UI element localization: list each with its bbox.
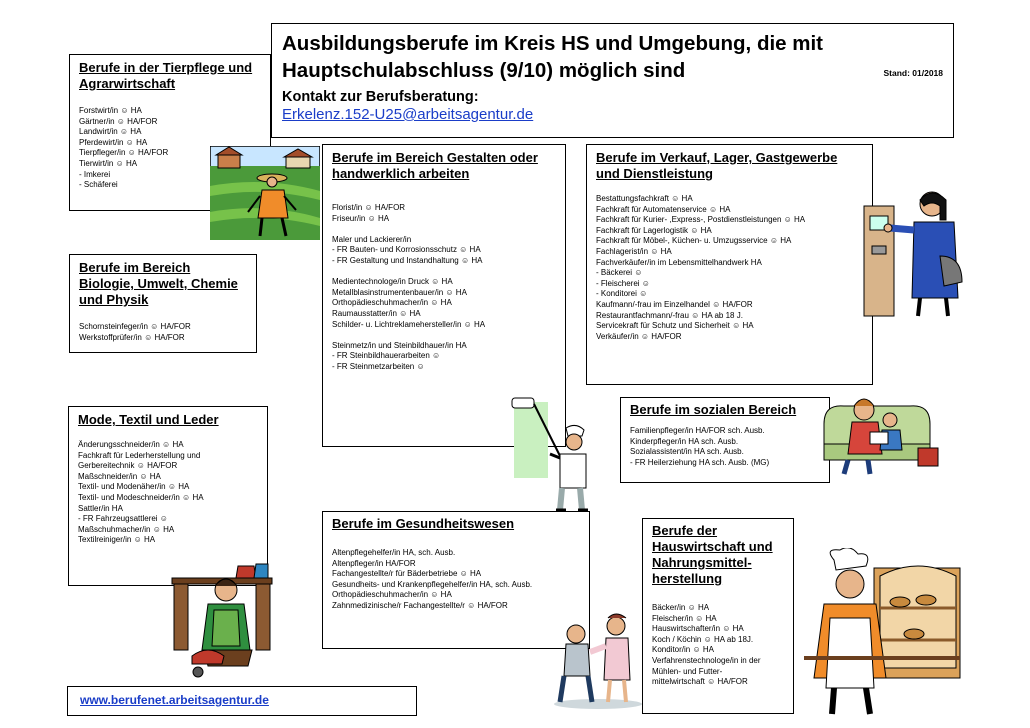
section-title: Berufe der Hauswirtschaft und Nahrungsmittel-herstellung <box>652 523 773 586</box>
list-item: Orthopädieschuhmacher/in ☺ HA <box>332 298 452 308</box>
job-list <box>79 322 247 343</box>
list-item: - Imkerei <box>79 169 111 179</box>
list-item: - FR Gestaltung und Instandhaltung ☺ HA <box>332 255 483 265</box>
list-item: Fachkraft für Möbel-, Küchen- u. Umzugsservice ☺ HA <box>596 236 792 246</box>
list-item: Gärtner/in ☺ HA/FOR <box>79 116 158 126</box>
section-title: Berufe im Bereich Gestalten oder handwerklich arbeiten <box>332 150 538 181</box>
section-title: Berufe im Verkauf, Lager, Gastgewerbe und Dienstleistung <box>596 150 838 181</box>
page-title: Ausbildungsberufe im Kreis HS und Umgebung, die mit Hauptschulabschluss (9/10) möglich sind <box>282 32 824 82</box>
list-item: Kaufmann/-frau im Einzelhandel ☺ HA/FOR <box>596 299 753 309</box>
footer-link-box <box>67 686 417 716</box>
list-item: Orthopädieschuhmacher/in ☺ HA <box>332 590 452 600</box>
nurse-illustration <box>550 610 646 710</box>
list-item: Altenpfleger/in HA/FOR <box>332 558 416 568</box>
list-item: Fachlagerist/in ☺ HA <box>596 246 672 256</box>
list-item: - Konditorei ☺ <box>596 289 648 299</box>
section-title: Berufe im sozialen Bereich <box>630 402 797 417</box>
job-list <box>332 203 556 373</box>
list-item: Fachangestellte/r für Bäderbetriebe ☺ HA <box>332 569 482 579</box>
list-item: Schilder- u. Lichtreklamehersteller/in ☺ HA <box>332 319 486 329</box>
contact-email-link[interactable]: Erkelenz.152-U25@arbeitsagentur.de <box>282 106 534 123</box>
list-item: Forstwirt/in ☺ HA <box>79 106 142 115</box>
list-item: Maßschuhmacher/in ☺ HA <box>78 524 175 534</box>
list-gap <box>332 224 556 235</box>
list-item: Steinmetz/in und Steinbildhauer/in HA <box>332 340 467 350</box>
list-item: mittelwirtschaft ☺ HA/FOR <box>652 677 748 687</box>
list-item: Textil- und Modenäher/in ☺ HA <box>78 482 190 492</box>
contact-label: Kontakt zur Berufsberatung: <box>282 89 479 105</box>
list-item: - Fleischerei ☺ <box>596 278 650 288</box>
list-item: Änderungsschneider/in ☺ HA <box>78 440 184 449</box>
list-item: Altenpflegehelfer/in HA, sch. Ausb. <box>332 548 456 557</box>
job-list <box>332 548 580 612</box>
list-item: Verfahrenstechnologe/in in der <box>652 655 761 665</box>
list-item: - FR Bauten- und Korrosionsschutz ☺ HA <box>332 245 481 255</box>
section-title: Mode, Textil und Leder <box>78 412 219 427</box>
section-title: Berufe in der Tierpflege und Agrarwirtschaft <box>79 60 253 91</box>
berufenet-link[interactable]: www.berufenet.arbeitsagentur.de <box>80 693 269 707</box>
list-item: Werkstoffprüfer/in ☺ HA/FOR <box>79 332 185 342</box>
farmer-illustration <box>210 146 320 240</box>
list-item: Restaurantfachmann/-frau ☺ HA ab 18 J. <box>596 310 743 320</box>
job-list <box>596 194 863 342</box>
shoemaker-illustration <box>168 560 278 680</box>
list-item: Raumausstatter/in ☺ HA <box>332 308 421 318</box>
list-item: Pferdewirt/in ☺ HA <box>79 137 148 147</box>
list-item: Bestattungsfachkraft ☺ HA <box>596 194 693 203</box>
job-list <box>78 440 258 546</box>
list-item: - FR Steinbildhauerarbeiten ☺ <box>332 351 441 361</box>
list-item: Textil- und Modeschneider/in ☺ HA <box>78 492 204 502</box>
list-item: Fachkraft für Kurier- ,Express-, Postdienstleistungen ☺ HA <box>596 215 806 225</box>
list-item: - FR Fahrzeugsattlerei ☺ <box>78 514 168 524</box>
list-item: Metallblasinstrumentenbauer/in ☺ HA <box>332 287 467 297</box>
list-item: Bäcker/in ☺ HA <box>652 603 710 612</box>
family-reading-illustration <box>818 384 942 476</box>
list-item: Fachkraft für Lagerlogistik ☺ HA <box>596 225 712 235</box>
list-item: Maler und Lackierer/in <box>332 234 412 244</box>
list-item: - Schäferei <box>79 180 118 190</box>
list-item: Fachkraft für Lederherstellung und <box>78 450 201 460</box>
list-item: Schornsteinfeger/in ☺ HA/FOR <box>79 322 191 331</box>
ticket-machine-illustration <box>862 186 970 318</box>
list-item: - FR Heilerziehung HA sch. Ausb. (MG) <box>630 457 770 467</box>
list-item: Koch / Köchin ☺ HA ab 18J. <box>652 634 754 644</box>
section-biologie <box>69 254 257 353</box>
list-item: Servicekraft für Schutz und Sicherheit ☺ HA <box>596 321 754 331</box>
painter-illustration <box>510 396 590 514</box>
list-item: Florist/in ☺ HA/FOR <box>332 203 406 212</box>
list-item: Maßschneider/in ☺ HA <box>78 471 161 481</box>
list-gap <box>332 267 556 278</box>
list-item: Sattler/in HA <box>78 503 123 513</box>
job-list <box>630 426 820 468</box>
section-verkauf <box>586 144 873 385</box>
list-item: Familienpfleger/in HA/FOR sch. Ausb. <box>630 426 765 435</box>
list-item: Fleischer/in ☺ HA <box>652 613 717 623</box>
list-item: Gerbereitechnik ☺ HA/FOR <box>78 461 178 471</box>
list-item: - FR Steinmetzarbeiten ☺ <box>332 361 425 371</box>
list-item: Tierwirt/in ☺ HA <box>79 158 138 168</box>
list-item: Hauswirtschafter/in ☺ HA <box>652 624 744 634</box>
list-item: Konditor/in ☺ HA <box>652 645 714 655</box>
baker-illustration <box>800 548 962 716</box>
list-item: Sozialassistent/in HA sch. Ausb. <box>630 447 744 457</box>
list-item: Medientechnologe/in Druck ☺ HA <box>332 277 453 287</box>
job-list <box>652 603 784 688</box>
section-title: Berufe im Bereich Biologie, Umwelt, Chemie und Physik <box>79 260 238 307</box>
list-item: Fachkraft für Automatenservice ☺ HA <box>596 204 731 214</box>
section-hauswirtschaft <box>642 518 794 714</box>
list-item: Tierpfleger/in ☺ HA/FOR <box>79 148 169 158</box>
list-item: Kinderpfleger/in HA sch. Ausb. <box>630 436 739 446</box>
section-sozial <box>620 397 830 483</box>
list-item: Mühlen- und Futter- <box>652 666 723 676</box>
list-item: Landwirt/in ☺ HA <box>79 127 142 137</box>
section-mode <box>68 406 268 586</box>
section-title: Berufe im Gesundheitswesen <box>332 516 515 531</box>
list-item: Fachverkäufer/in im Lebensmittelhandwerk HA <box>596 257 762 267</box>
list-item: Verkäufer/in ☺ HA/FOR <box>596 331 682 341</box>
list-item: Textilreiniger/in ☺ HA <box>78 535 156 545</box>
list-item: Gesundheits- und Krankenpflegehelfer/in HA, sch. Ausb. <box>332 579 533 589</box>
list-item: Friseur/in ☺ HA <box>332 213 390 223</box>
list-item: - Bäckerei ☺ <box>596 268 643 278</box>
list-gap <box>332 330 556 341</box>
header-box <box>271 23 954 138</box>
stand-date: Stand: 01/2018 <box>883 68 943 78</box>
list-item: Zahnmedizinische/r Fachangestellte/r ☺ HA/FOR <box>332 600 508 610</box>
